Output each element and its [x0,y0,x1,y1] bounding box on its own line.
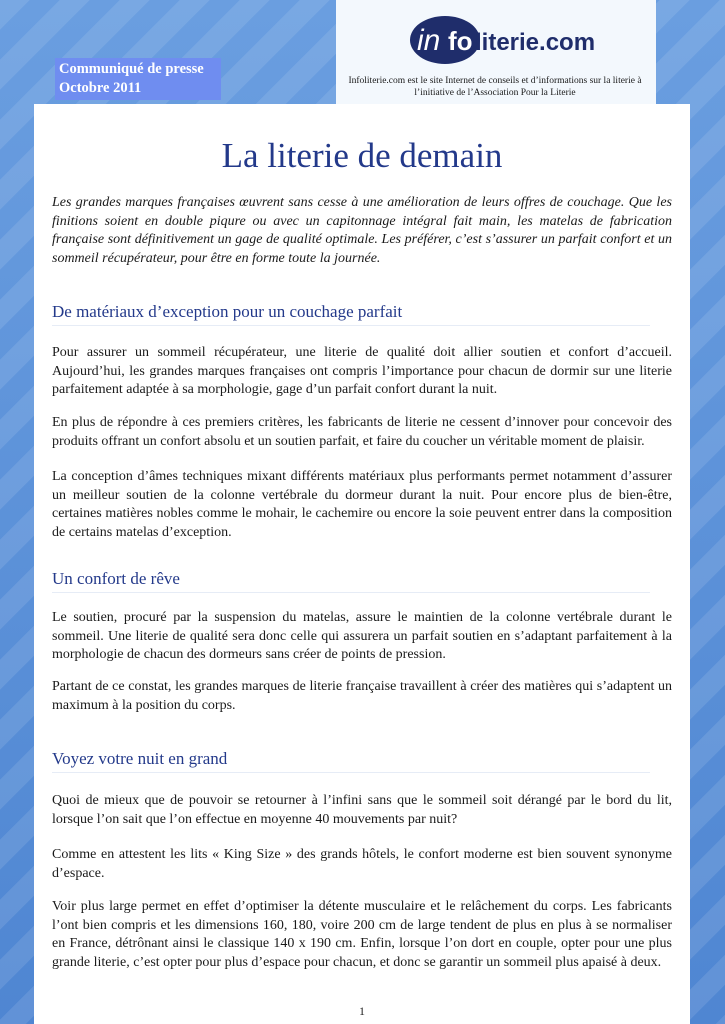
logo-text-literie: literie.com [475,29,596,56]
press-release-badge [55,58,221,100]
page-footer [34,999,690,1024]
press-release-label: Communiqué de presse [59,61,204,77]
document-page [34,104,690,999]
section-heading-large: Voyez votre nuit en grand [52,749,650,773]
section-large-paragraph-2: Comme en attestent les lits « King Size » des grands hôtels, le confort moderne est bien souvent synonyme d’espace. [52,847,672,881]
document-title: La literie de demain [221,136,503,175]
page-number: 1 [359,1004,365,1018]
section-large-paragraph-3: Voir plus large permet en effet d’optimiser la détente musculaire et le relâchement du corps. Les fabricants l’ont bien compris et les dimensions 160, 180, voire 200 cm de large tendent de plus en plus à se normaliser en France, détrônant ainsi le classique 140 x 190 cm. Enfin, lorsque l’on dort en couple, opter pour une plus grande literie, c’est opter pour plus d’espace pour chacun, et donc se garantir un sommeil plus apaisé à deux. [52,899,672,970]
logo-text-fo: fo [448,26,473,56]
section-heading-materials: De matériaux d’exception pour un couchage parfait [52,302,650,326]
section-materials-paragraph-2: En plus de répondre à ces premiers critères, les fabricants de literie ne cessent d’innover pour concevoir des produits offrant un confort absolu et un soutien parfait, et faire du coucher un véritable moment de plaisir. [52,415,672,449]
section-large-paragraph-1: Quoi de mieux que de pouvoir se retourner à l’infini sans que le sommeil soit dérangé par le bord du lit, lorsque l’on sait que l’on effectue en moyenne 40 mouvements par nuit? [52,793,672,827]
section-comfort-paragraph-1: Le soutien, procuré par la suspension du matelas, assure le maintien de la colonne vertébrale durant le sommeil. Une literie de qualité sera donc celle qui assurera un parfait soutien en s’adaptant parfaitement à la morphologie de chacun des dormeurs sans créer de points de pression. [52,610,672,662]
intro-paragraph: Les grandes marques françaises œuvrent sans cesse à une amélioration de leurs offres de couchage. Que les finitions soient en double piqure ou avec un capitonnage intégral fait main, les matelas de fabrication française sont définitivement un gage de qualité optimale. Les préférer, c’est s’assurer un parfait confort et un sommeil récupérateur, pour être en forme toute la journée. [52,195,672,266]
logo-text-in: in [417,24,441,57]
press-release-date: Octobre 2011 [59,80,142,96]
section-materials-paragraph-3: La conception d’âmes techniques mixant différents matériaux plus performants permet notamment d’assurer un meilleur soutien de la colonne vertébrale du dormeur durant la nuit. Pour encore plus de bien-être, certaines matières nobles comme le mohair, le cachemire ou encore la soie peuvent entrer dans la composition de certains matelas d’exception. [52,469,672,540]
infoliterie-logo [408,10,618,66]
header-tagline: Infoliterie.com est le site Internet de conseils et d’informations sur la literie à l’initiative de l’Association Pour la Literie [348,76,642,98]
section-heading-comfort: Un confort de rêve [52,569,650,593]
section-comfort-paragraph-2: Partant de ce constat, les grandes marques de literie française travaillent à créer des matières qui s’adaptent un maximum à la position du corps. [52,679,672,713]
section-materials-paragraph-1: Pour assurer un sommeil récupérateur, une literie de qualité doit allier soutien et confort d’accueil. Aujourd’hui, les grandes marques françaises ont compris l’importance pour chacun de dormir sur une literie parfaitement adaptée à sa morphologie, gage d’un parfait confort durant la nuit. [52,345,672,397]
